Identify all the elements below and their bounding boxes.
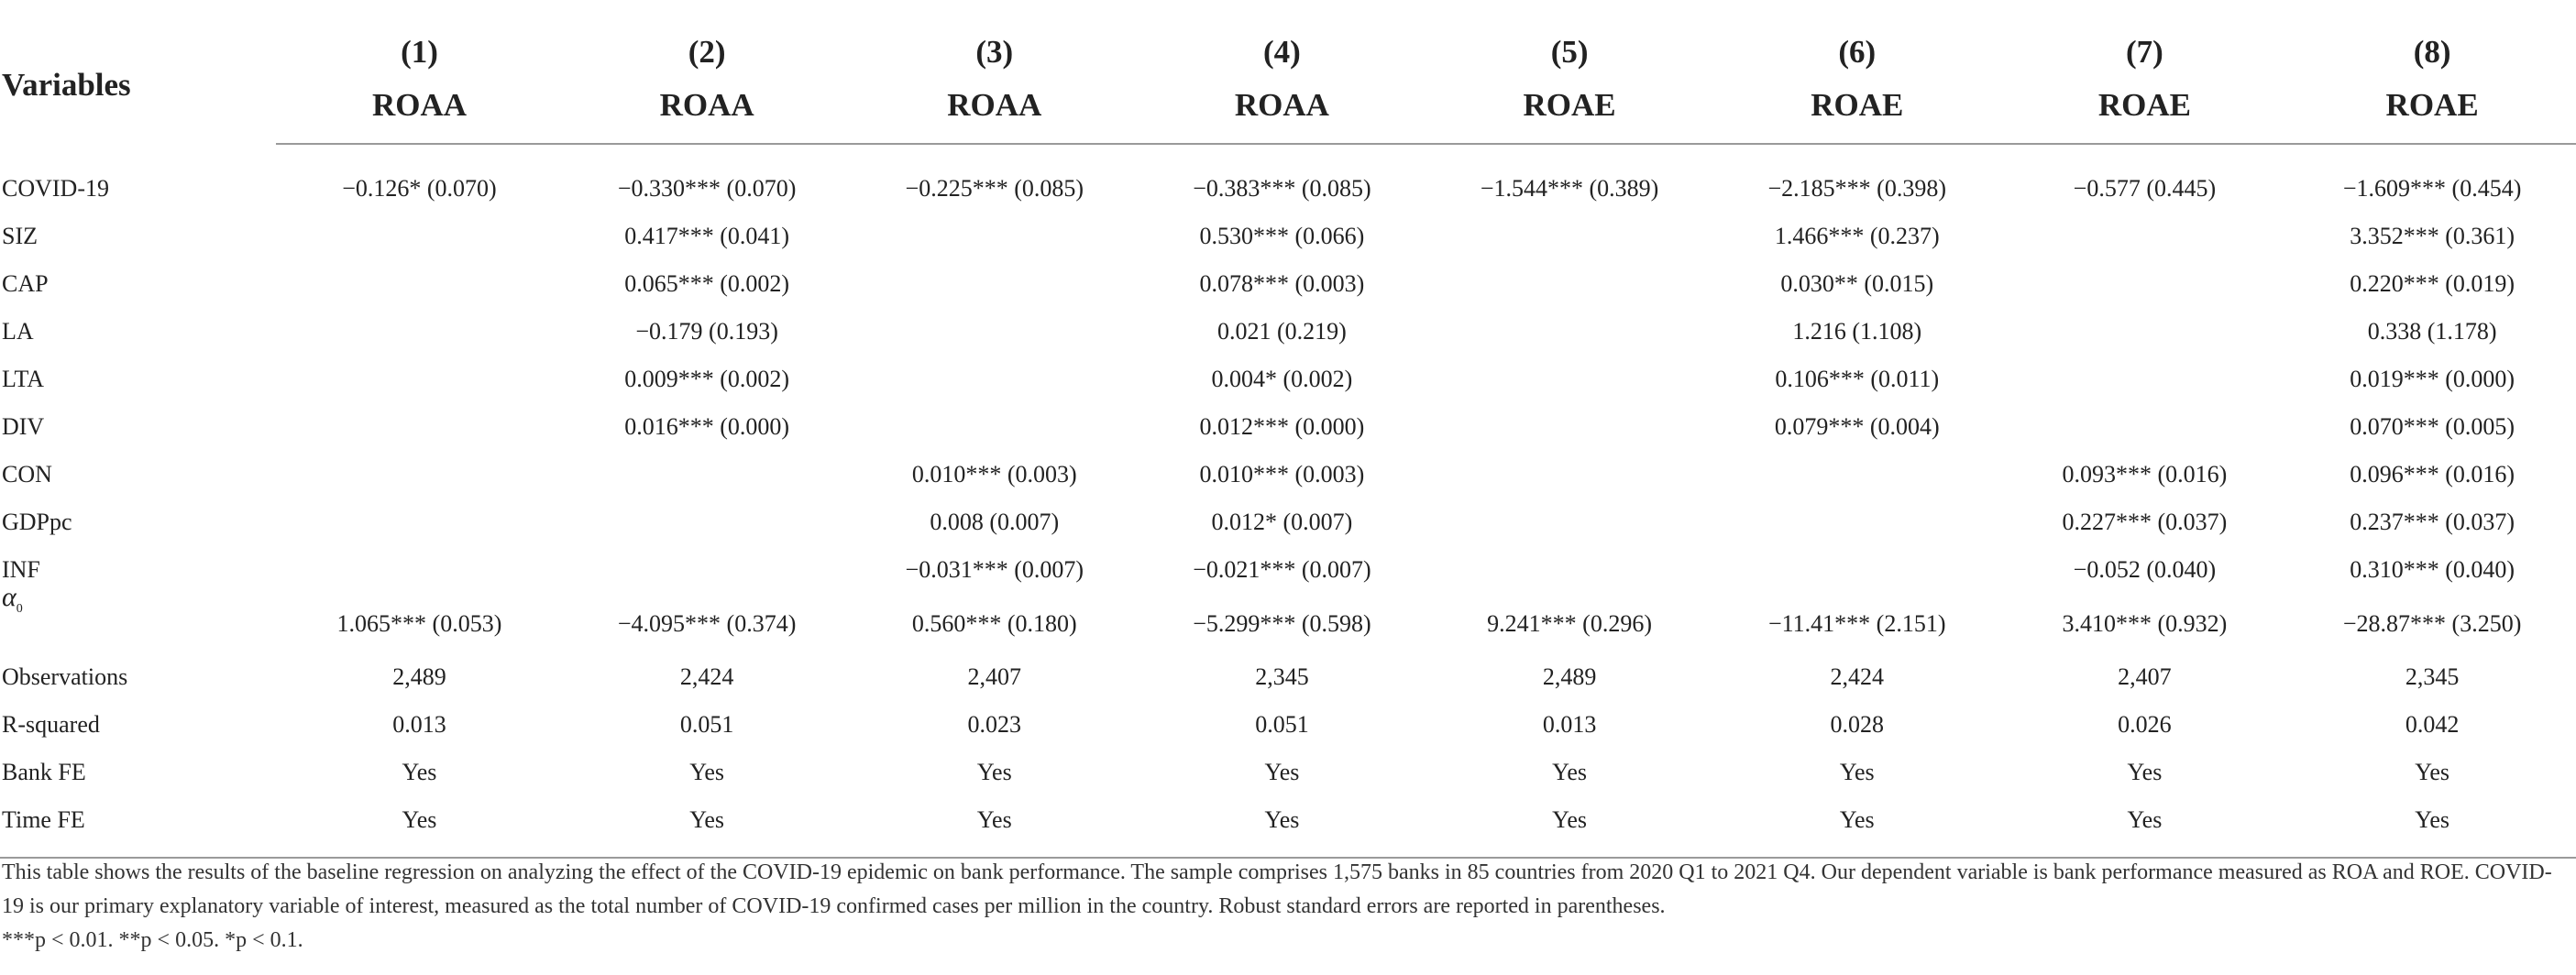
table-cell: 3.352*** (0.361) <box>2350 223 2515 249</box>
row-label: LA <box>2 318 34 345</box>
table-row <box>0 594 2576 653</box>
column-dependent-variable: ROAE <box>2288 79 2576 144</box>
table-row <box>0 498 2576 546</box>
table-row <box>0 144 2576 213</box>
table-cell: 0.338 (1.178) <box>2367 318 2497 345</box>
table-cell: 0.530*** (0.066) <box>1199 223 1365 249</box>
table-cell: 2,345 <box>1255 663 1309 690</box>
table-cell: 0.310*** (0.040) <box>2350 556 2515 583</box>
column-dependent-variable: ROAE <box>2001 79 2289 144</box>
table-cell <box>2001 403 2289 451</box>
table-cell <box>851 308 1139 356</box>
table-cell: 1.466*** (0.237) <box>1774 223 1940 249</box>
table-cell: Yes <box>689 759 725 785</box>
table-cell: −0.383*** (0.085) <box>1193 175 1371 202</box>
table-cell: Yes <box>851 796 1139 858</box>
table-cell: Yes <box>2415 759 2450 785</box>
table-cell: 0.417*** (0.041) <box>624 223 790 249</box>
table-cell <box>1426 451 1713 498</box>
table-cell: 0.009*** (0.002) <box>624 366 790 392</box>
table-cell: Yes <box>1839 759 1875 785</box>
table-cell: −0.052 (0.040) <box>2073 556 2217 583</box>
table-cell: 3.410*** (0.932) <box>2062 609 2228 637</box>
alpha-zero-symbol <box>2 574 23 633</box>
table-cell: 2,489 <box>1542 663 1597 690</box>
table-cell <box>1426 308 1713 356</box>
column-dependent-variable: ROAE <box>1426 79 1713 144</box>
table-cell: 0.004* (0.002) <box>1211 366 1353 392</box>
table-cell: 0.093*** (0.016) <box>2062 461 2228 488</box>
table-cell: 0.078*** (0.003) <box>1199 270 1365 297</box>
table-cell <box>276 308 564 356</box>
row-label: GDPpc <box>2 509 72 535</box>
table-row <box>0 308 2576 356</box>
table-cell: −0.126* (0.070) <box>342 175 497 202</box>
column-number: (2) <box>688 34 726 70</box>
table-row <box>0 356 2576 403</box>
row-label: R-squared <box>2 711 100 738</box>
column-number: (8) <box>2413 34 2451 70</box>
table-cell: 1.065*** (0.053) <box>336 609 502 637</box>
table-cell: 0.023 <box>967 711 1022 738</box>
table-cell: 2,424 <box>679 663 734 690</box>
table-cell <box>1426 498 1713 546</box>
column-dependent-variable: ROAA <box>563 79 851 144</box>
table-cell: Yes <box>2127 759 2163 785</box>
table-cell: 0.051 <box>679 711 734 738</box>
row-label: COVID-19 <box>2 174 109 202</box>
table-cell: 0.560*** (0.180) <box>911 609 1077 637</box>
variables-header: Variables <box>2 66 131 103</box>
row-label: DIV <box>2 413 45 440</box>
alpha-subscript: 0 <box>16 602 23 616</box>
table-cell <box>851 403 1139 451</box>
table-cell <box>1426 403 1713 451</box>
table-cell <box>276 498 564 546</box>
table-cell: 2,407 <box>2118 663 2172 690</box>
table-cell: 0.013 <box>1542 711 1597 738</box>
table-cell: Yes <box>976 759 1012 785</box>
table-cell: 0.079*** (0.004) <box>1774 413 1940 440</box>
table-cell: −4.095*** (0.374) <box>617 609 797 637</box>
table-notes <box>2 856 2569 958</box>
table-cell <box>2001 213 2289 260</box>
table-cell: −11.41*** (2.151) <box>1767 609 1946 637</box>
column-number: (5) <box>1550 34 1589 70</box>
table-cell: Yes <box>563 796 851 858</box>
table-cell: −1.544*** (0.389) <box>1480 175 1659 202</box>
table-cell <box>2001 308 2289 356</box>
row-label: SIZ <box>2 223 38 249</box>
table-cell <box>1713 451 2001 498</box>
table-cell: −0.330*** (0.070) <box>617 175 797 202</box>
table-cell <box>276 403 564 451</box>
table-cell: 0.227*** (0.037) <box>2062 509 2228 535</box>
table-cell: −0.225*** (0.085) <box>905 175 1084 202</box>
significance-legend: ***p < 0.01. **p < 0.05. *p < 0.1. <box>2 928 303 952</box>
column-number: (7) <box>2126 34 2163 70</box>
table-cell: 2,407 <box>967 663 1022 690</box>
table-row <box>0 653 2576 701</box>
table-cell: Yes <box>1426 796 1713 858</box>
table-row <box>0 260 2576 308</box>
table-cell <box>851 213 1139 260</box>
table-cell <box>563 451 851 498</box>
table-cell: 0.106*** (0.011) <box>1775 366 1940 392</box>
table-cell: −0.179 (0.193) <box>635 318 778 345</box>
table-cell <box>1426 546 1713 594</box>
table-cell: 0.237*** (0.037) <box>2350 509 2515 535</box>
table-cell: 0.028 <box>1830 711 1884 738</box>
table-row <box>0 451 2576 498</box>
column-dependent-variable: ROAA <box>276 79 564 144</box>
table-cell <box>1713 498 2001 546</box>
table-cell: 0.016*** (0.000) <box>624 413 790 440</box>
table-cell <box>1426 356 1713 403</box>
table-cell: 2,489 <box>392 663 446 690</box>
table-cell <box>1426 260 1713 308</box>
table-cell: −0.021*** (0.007) <box>1193 556 1371 583</box>
row-label: CON <box>2 461 52 488</box>
table-cell: −2.185*** (0.398) <box>1767 175 1946 202</box>
table-cell: 0.030** (0.015) <box>1780 270 1934 297</box>
table-cell <box>563 498 851 546</box>
table-cell: Yes <box>1139 796 1426 858</box>
row-label: Bank FE <box>2 759 86 785</box>
table-cell <box>276 356 564 403</box>
table-cell: 0.008 (0.007) <box>930 509 1060 535</box>
table-cell: 0.042 <box>2405 711 2460 738</box>
table-cell: Yes <box>2288 796 2576 858</box>
table-cell: 0.220*** (0.019) <box>2350 270 2515 297</box>
table-cell <box>276 213 564 260</box>
row-label-alpha-intercept <box>0 582 276 653</box>
column-number: (1) <box>401 34 438 70</box>
table-cell: Yes <box>1264 759 1300 785</box>
table-cell: 0.013 <box>392 711 446 738</box>
alpha-letter: α <box>2 582 17 612</box>
table-cell: Yes <box>1713 796 2001 858</box>
table-cell: 0.010*** (0.003) <box>911 461 1077 488</box>
table-row <box>0 213 2576 260</box>
table-cell: −0.031*** (0.007) <box>905 556 1084 583</box>
table-cell: 2,424 <box>1830 663 1884 690</box>
table-cell: 0.010*** (0.003) <box>1199 461 1365 488</box>
row-label: INF <box>2 556 40 583</box>
column-number: (3) <box>975 34 1014 70</box>
table-row <box>0 701 2576 749</box>
table-cell: Yes <box>2001 796 2289 858</box>
table-cell: 1.216 (1.108) <box>1792 318 1922 345</box>
column-dependent-variable: ROAA <box>1139 79 1426 144</box>
table-cell <box>2001 260 2289 308</box>
table-cell: −0.577 (0.445) <box>2073 175 2217 202</box>
table-cell: 2,345 <box>2405 663 2460 690</box>
table-cell <box>851 260 1139 308</box>
column-dependent-variable: ROAE <box>1713 79 2001 144</box>
table-cell <box>276 546 564 594</box>
column-number: (4) <box>1263 34 1301 70</box>
table-cell: 0.065*** (0.002) <box>624 270 790 297</box>
row-label: Observations <box>2 663 128 690</box>
row-label: CAP <box>2 270 49 297</box>
table-cell <box>1426 213 1713 260</box>
row-label: LTA <box>2 366 45 392</box>
table-row <box>0 796 2576 858</box>
table-cell: −5.299*** (0.598) <box>1193 609 1371 637</box>
table-cell: 0.096*** (0.016) <box>2350 461 2515 488</box>
table-description: This table shows the results of the baseline regression on analyzing the effect of the COVID-19 epidemic on bank performance. The sample comprises 1,575 banks in 85 countries from 2020 Q1 to 2021 Q4. Our dependent variable is bank performance measured as ROA and ROE. COVID-19 is our primary explanatory variable of interest, measured as the total number of COVID-19 confirmed cases per million in the country. Robust standard errors are reported in parentheses. <box>2 860 2552 918</box>
regression-table <box>0 26 2576 859</box>
column-dependent-variable: ROAA <box>851 79 1139 144</box>
table-cell: 0.021 (0.219) <box>1217 318 1347 345</box>
table-cell <box>1713 546 2001 594</box>
table-cell: 0.051 <box>1255 711 1309 738</box>
table-cell <box>563 546 851 594</box>
table-cell <box>276 260 564 308</box>
table-cell: −28.87*** (3.250) <box>2342 609 2522 637</box>
table-cell <box>2001 356 2289 403</box>
table-cell: Yes <box>402 759 437 785</box>
table-header <box>0 26 2576 144</box>
table-body <box>0 144 2576 858</box>
table-cell: 9.241*** (0.296) <box>1487 609 1652 637</box>
table-row <box>0 403 2576 451</box>
table-cell: Yes <box>1552 759 1588 785</box>
table-row <box>0 749 2576 796</box>
table-row <box>0 546 2576 594</box>
row-label: Time FE <box>0 796 276 858</box>
table-cell <box>851 356 1139 403</box>
table-cell: 0.026 <box>2118 711 2172 738</box>
table-cell: 0.012* (0.007) <box>1211 509 1353 535</box>
column-number: (6) <box>1838 34 1877 70</box>
table-cell: 0.019*** (0.000) <box>2350 366 2515 392</box>
table-cell: 0.012*** (0.000) <box>1199 413 1365 440</box>
table-cell: Yes <box>276 796 564 858</box>
table-cell <box>276 451 564 498</box>
table-cell: 0.070*** (0.005) <box>2350 413 2515 440</box>
table-cell: −1.609*** (0.454) <box>2342 175 2522 202</box>
